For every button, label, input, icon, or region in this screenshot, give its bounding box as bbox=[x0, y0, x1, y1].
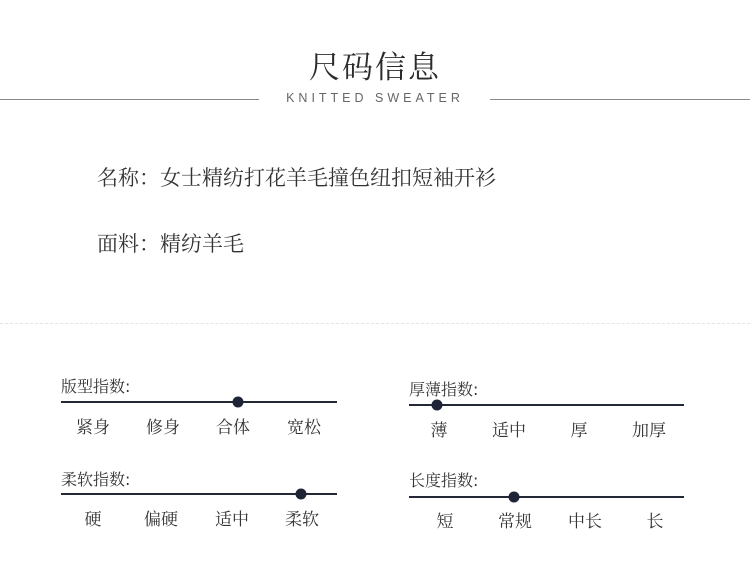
product-name-row bbox=[97, 162, 496, 192]
fit-index-scale bbox=[61, 374, 337, 436]
page-subtitle: KNITTED SWEATER bbox=[286, 91, 464, 105]
page-title: 尺码信息 bbox=[309, 50, 441, 86]
product-fabric-value: 精纺羊毛 bbox=[160, 232, 244, 256]
fit-index-marker bbox=[232, 397, 243, 408]
length-index-track bbox=[409, 496, 684, 498]
length-index-marker bbox=[508, 492, 519, 503]
length-option: 短 bbox=[436, 512, 454, 532]
length-index-label: 长度指数: bbox=[409, 471, 479, 490]
fit-index-label: 版型指数: bbox=[61, 377, 131, 396]
thickness-option: 适中 bbox=[492, 421, 526, 441]
length-option: 长 bbox=[646, 512, 664, 532]
fit-option: 紧身 bbox=[76, 418, 110, 438]
length-option: 中长 bbox=[568, 512, 602, 532]
thickness-index-marker bbox=[431, 400, 442, 411]
softness-option: 硬 bbox=[84, 510, 102, 530]
fit-index-track bbox=[61, 401, 337, 403]
fit-option: 修身 bbox=[146, 418, 180, 438]
thickness-index-label: 厚薄指数: bbox=[409, 380, 479, 399]
length-option: 常规 bbox=[498, 512, 532, 532]
product-fabric-row bbox=[97, 228, 244, 258]
thickness-option: 加厚 bbox=[632, 421, 666, 441]
softness-index-scale bbox=[61, 467, 337, 529]
fit-option: 宽松 bbox=[287, 418, 321, 438]
thickness-index-track bbox=[409, 404, 684, 406]
thickness-index-scale bbox=[409, 377, 684, 439]
softness-option: 适中 bbox=[215, 510, 249, 530]
header-divider-right bbox=[490, 99, 750, 100]
thickness-option: 薄 bbox=[430, 421, 448, 441]
product-name-value: 女士精纺打花羊毛撞色纽扣短袖开衫 bbox=[160, 166, 496, 190]
section-divider bbox=[0, 323, 750, 324]
softness-option: 柔软 bbox=[285, 510, 319, 530]
product-fabric-label: 面料： bbox=[97, 232, 160, 256]
softness-index-label: 柔软指数: bbox=[61, 470, 131, 489]
product-name-label: 名称： bbox=[97, 166, 160, 190]
length-index-scale bbox=[409, 468, 684, 530]
thickness-option: 厚 bbox=[570, 421, 588, 441]
header-divider-left bbox=[0, 99, 259, 100]
fit-option: 合体 bbox=[216, 418, 250, 438]
softness-option: 偏硬 bbox=[144, 510, 178, 530]
softness-index-marker bbox=[296, 489, 307, 500]
